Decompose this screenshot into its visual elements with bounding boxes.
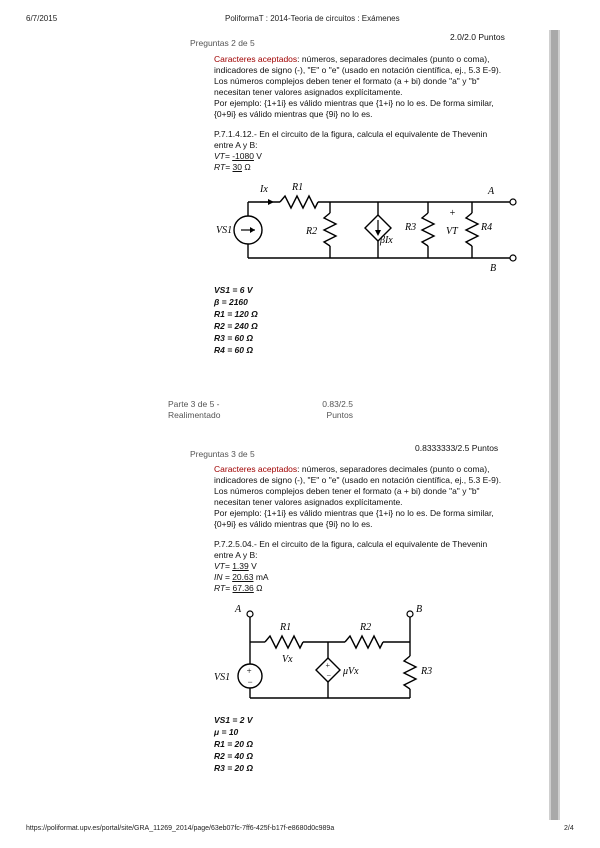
param-r1: R1 = 20 Ω [214, 739, 254, 749]
vt-value: 1.39 [232, 561, 249, 571]
instr-line: Por ejemplo: {1+1i} es válido mientras que {1+i} no lo es. De forma similar, [214, 508, 494, 518]
problem-text: P.7.1.4.12.- En el circuito de la figura, calcula el equivalente de Thevenin [214, 129, 488, 139]
label-r1: R1 [280, 622, 292, 633]
dep-plus-sign: + [325, 661, 331, 670]
label-beta-ix: βIx [380, 235, 393, 246]
circuit-diagram-2 [210, 600, 450, 708]
rt-label: RT= [214, 162, 233, 172]
problem-text: P.7.2.5.04.- En el circuito de la figura, calcula el equivalente de Thevenin [214, 539, 488, 549]
instr-line: : números, separadores decimales (punto o coma), [297, 464, 490, 474]
instr-line: Los números complejos deben tener el formato (a + bi) donde "a" y "b" [214, 486, 480, 496]
label-mu-vx: μVx [343, 666, 359, 677]
scrollbar-thumb[interactable] [551, 30, 558, 820]
accepted-chars-label: Caracteres aceptados [214, 464, 298, 474]
label-r3: R3 [421, 666, 433, 677]
rt-answer [214, 162, 544, 173]
question-2-problem [214, 129, 544, 173]
page-url: https://poliformat.upv.es/portal/site/GRA_11269_2014/page/63eb07fc-7ff6-425f-b17f-e8680d0c989a [26, 825, 335, 832]
label-r1: R1 [292, 182, 304, 193]
label-r4: R4 [481, 222, 493, 233]
vt-value: -1080 [232, 151, 254, 161]
vt-label: VT= [214, 561, 233, 571]
param-beta: β = 2160 [214, 297, 248, 307]
label-r2: R2 [306, 226, 318, 237]
question-2-params [214, 284, 258, 356]
param-r3: R3 = 20 Ω [214, 763, 254, 773]
label-b: B [490, 263, 497, 273]
vt-label: VT= [214, 151, 233, 161]
label-r2: R2 [360, 622, 372, 633]
instr-line: necesitan tener valores asignados explícitamente. [214, 497, 403, 507]
label-b: B [416, 604, 423, 615]
vt-unit: V [248, 561, 257, 571]
question-3-problem [214, 539, 544, 594]
label-vx: Vx [282, 654, 293, 665]
print-date: 6/7/2015 [26, 14, 58, 23]
label-vt: VT [446, 226, 458, 237]
instr-line: necesitan tener valores asignados explícitamente. [214, 87, 403, 97]
vt-answer [214, 561, 544, 572]
in-unit: mA [253, 572, 269, 582]
rt-unit: Ω [253, 583, 263, 593]
instr-line: indicadores de signo (-), "E" o "e" (usado en notación científica, ej., 5.3 E-9). [214, 475, 502, 485]
rt-value: 67.36 [232, 583, 254, 593]
label-vs1: VS1 [216, 225, 233, 236]
rt-answer [214, 583, 544, 594]
part-status: Realimentado [168, 410, 221, 420]
dep-minus-sign: − [326, 671, 332, 680]
param-r2: R2 = 40 Ω [214, 751, 254, 761]
label-plus: + [449, 208, 456, 219]
param-r2: R2 = 240 Ω [214, 321, 258, 331]
instr-line: indicadores de signo (-), "E" o "e" (usado en notación científica, ej., 5.3 E-9). [214, 65, 502, 75]
instr-line: : números, separadores decimales (punto o coma), [297, 54, 490, 64]
instr-line: Los números complejos deben tener el formato (a + bi) donde "a" y "b" [214, 76, 480, 86]
part-label-line: Parte 3 de 5 - [168, 399, 220, 409]
question-3-params [214, 714, 253, 774]
instr-line: {0+9i} es válido mientras que {9i} no lo es. [214, 519, 373, 529]
rt-value: 30 [232, 162, 242, 172]
question-2-score: 2.0/2.0 Puntos [450, 32, 505, 42]
question-3-heading: Preguntas 3 de 5 [190, 449, 255, 459]
instr-line: {0+9i} es válido mientras que {9i} no lo es. [214, 109, 373, 119]
param-vs1: VS1 = 6 V [214, 285, 253, 295]
label-vs1: VS1 [214, 672, 231, 683]
accepted-chars-label: Caracteres aceptados [214, 54, 298, 64]
page-title: PoliformaT : 2014-Teoria de circuitos : Exámenes [225, 14, 400, 23]
part-3-score [315, 399, 353, 421]
source-minus-sign: − [247, 677, 254, 687]
in-value: 20.63 [232, 572, 254, 582]
vt-answer [214, 151, 544, 162]
circuit-diagram-1 [210, 178, 520, 273]
question-3-score: 0.8333333/2.5 Puntos [415, 443, 499, 453]
problem-text: entre A y B: [214, 550, 258, 560]
source-plus-sign: + [246, 666, 253, 676]
param-r3: R3 = 60 Ω [214, 333, 254, 343]
question-3-instructions [214, 464, 544, 530]
label-a: A [235, 604, 242, 615]
param-r4: R4 = 60 Ω [214, 345, 254, 355]
part-score-unit: Puntos [326, 410, 353, 420]
label-a: A [488, 186, 495, 197]
label-ix: Ix [260, 184, 268, 195]
param-r1: R1 = 120 Ω [214, 309, 258, 319]
vt-unit: V [253, 151, 262, 161]
part-score-value: 0.83/2.5 [322, 399, 353, 409]
page-number: 2/4 [564, 825, 574, 832]
param-mu: μ = 10 [214, 727, 239, 737]
part-3-label [168, 399, 220, 421]
in-answer [214, 572, 544, 583]
in-label: IN = [214, 572, 233, 582]
rt-unit: Ω [241, 162, 251, 172]
instr-line: Por ejemplo: {1+1i} es válido mientras que {1+i} no lo es. De forma similar, [214, 98, 494, 108]
question-2-heading: Preguntas 2 de 5 [190, 38, 255, 48]
rt-label: RT= [214, 583, 233, 593]
problem-text: entre A y B: [214, 140, 258, 150]
label-r3: R3 [405, 222, 417, 233]
question-2-instructions [214, 54, 544, 120]
param-vs1: VS1 = 2 V [214, 715, 253, 725]
